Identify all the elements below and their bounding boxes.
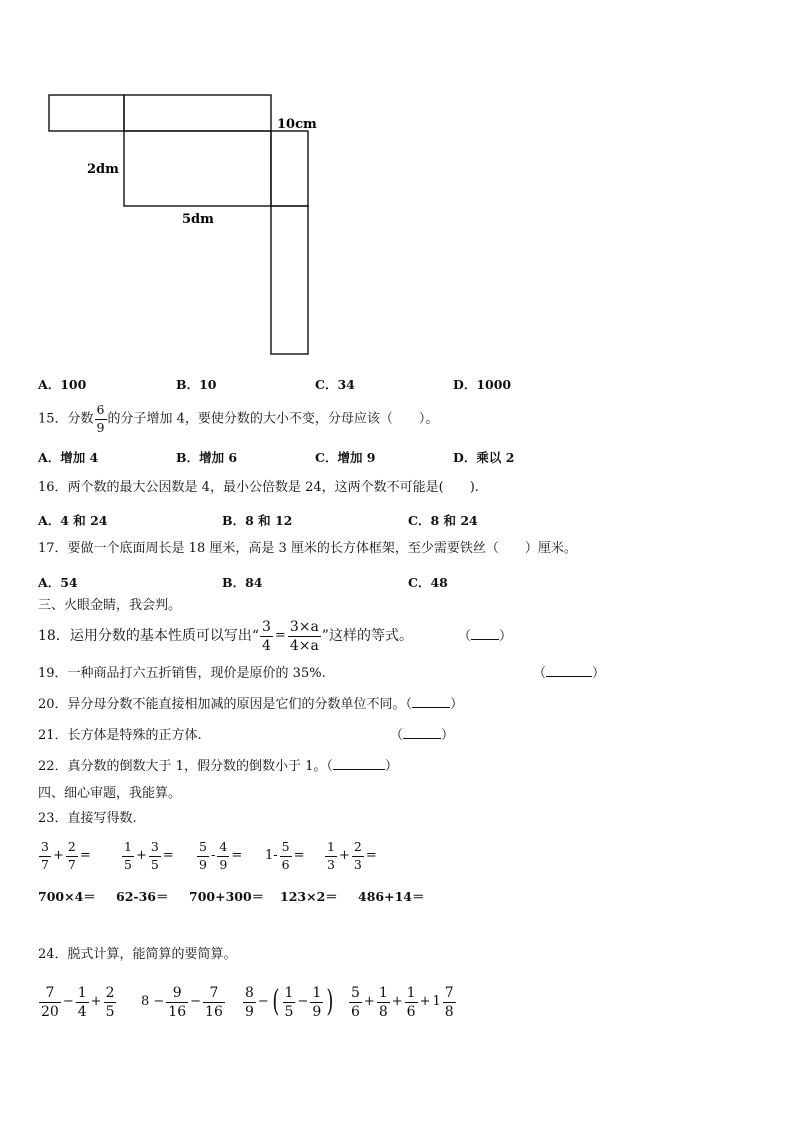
- q24-1-a-den: 20: [41, 1003, 59, 1020]
- q23-expr-3: [196, 836, 243, 877]
- q21-question: 21．长方体是特殊的正方体.: [38, 728, 202, 743]
- q24-4-d-num: 7: [444, 984, 454, 1001]
- q23-3-op: -: [210, 848, 216, 863]
- q18-left-fraction: [260, 620, 273, 653]
- q23-3-a-num: 5: [199, 839, 207, 854]
- q23-4-b-den: 6: [281, 856, 290, 872]
- q23-int-1: 700×4＝: [38, 889, 96, 904]
- q16-option-a[interactable]: A．4 和 24: [38, 513, 108, 528]
- q15-frac-den: 9: [96, 419, 105, 435]
- q24-3-c-num: 1: [312, 984, 322, 1001]
- q24-expr-2: [140, 980, 226, 1025]
- q23-1-op: +: [52, 848, 64, 863]
- q23-expr-1: [38, 836, 92, 877]
- q17-question: 17．要做一个底面周长是 18 厘米，高是 3 厘米的长方体框架，至少需要铁丝（ ）厘米。: [38, 541, 577, 556]
- q24-4-d-den: 8: [444, 1003, 454, 1020]
- q18-right-den: 4×a: [289, 637, 319, 654]
- q15-option-a[interactable]: A．增加 4: [38, 450, 99, 465]
- box-net-figure: [0, 0, 340, 360]
- q15-fraction: [95, 404, 107, 434]
- q19-answer-box[interactable]: [533, 666, 605, 682]
- q22-paren-open: （: [326, 759, 333, 774]
- q23-4-lead: 1-: [265, 848, 278, 863]
- q21-paren-open: （: [390, 728, 404, 743]
- q23-3-b-num: 4: [219, 839, 228, 854]
- q24-title: 24．脱式计算，能简算的要简算。: [38, 947, 237, 962]
- q24-2-lead: 8 −: [141, 994, 165, 1009]
- q23-1-a-num: 3: [41, 839, 49, 854]
- q14-option-a[interactable]: A．100: [38, 377, 87, 392]
- q16-question: 16．两个数的最大公因数是 4，最小公倍数是 24，这两个数不可能是( ).: [38, 480, 479, 495]
- net-side-rect: [271, 131, 308, 206]
- q21-paren-close: ）: [441, 728, 455, 743]
- q17-option-b[interactable]: B．84: [222, 575, 263, 590]
- q24-4-b-num: 1: [378, 984, 388, 1001]
- q23-3-a-den: 9: [199, 856, 207, 872]
- q24-2-b-den: 16: [205, 1003, 223, 1020]
- q24-4-c-den: 6: [406, 1003, 416, 1020]
- q15-option-d[interactable]: D．乘以 2: [453, 450, 515, 465]
- q24-4-op1: +: [363, 994, 375, 1009]
- q23-int-3: 700+300＝: [189, 889, 265, 904]
- q24-2-a-num: 9: [172, 984, 182, 1001]
- q18-right-num: 3×a: [289, 618, 319, 635]
- q23-5-a-den: 3: [327, 856, 335, 872]
- q24-1-b-num: 1: [77, 984, 87, 1001]
- q18-question: [38, 619, 413, 653]
- label-2dm: 2dm: [87, 162, 119, 177]
- net-bottom-rect: [271, 206, 308, 354]
- net-top-rect: [124, 95, 271, 131]
- q24-4-c-num: 1: [406, 984, 416, 1001]
- q15-frac-num: 6: [96, 402, 105, 417]
- q18-left-num: 3: [261, 618, 271, 635]
- q22-text: 22．真分数的倒数大于 1，假分数的倒数小于 1。: [38, 759, 327, 774]
- q24-4-a-num: 5: [351, 984, 360, 1001]
- q23-4-eq: =: [293, 848, 305, 863]
- q24-1-b-den: 4: [77, 1003, 87, 1020]
- q23-5-a-num: 1: [327, 839, 335, 854]
- q24-1-op1: −: [62, 994, 74, 1009]
- q23-2-a-num: 1: [124, 839, 132, 854]
- q23-expr-4: [264, 836, 306, 877]
- q23-4-b-num: 5: [281, 839, 290, 854]
- q23-2-op: +: [135, 848, 147, 863]
- q20-paren-open: （: [405, 697, 413, 712]
- q23-2-eq: =: [162, 848, 174, 863]
- q24-3-right-paren: ): [326, 984, 334, 1019]
- q23-5-b-den: 3: [353, 856, 362, 872]
- q23-title: 23．直接写得数.: [38, 811, 137, 826]
- q23-1-eq: =: [79, 848, 91, 863]
- q23-1-a-den: 7: [41, 856, 49, 872]
- q15-prefix: 15．分数: [38, 411, 94, 427]
- net-top-left-rect: [49, 95, 124, 131]
- q24-4-whole: 1: [432, 994, 441, 1009]
- q23-5-b-num: 2: [353, 839, 362, 854]
- q17-option-a[interactable]: A．54: [38, 575, 78, 590]
- q20-text: 20．异分母分数不能直接相加减的原因是它们的分数单位不同。: [38, 697, 406, 712]
- q24-3-op1: −: [257, 994, 269, 1009]
- q14-option-d[interactable]: D．1000: [453, 377, 512, 392]
- q20-paren-close: ）: [450, 697, 464, 712]
- q23-1-b-num: 2: [67, 839, 76, 854]
- q18-prefix: 18．运用分数的基本性质可以写出“: [38, 628, 259, 644]
- q24-1-c-den: 5: [105, 1003, 115, 1020]
- q15-option-b[interactable]: B．增加 6: [176, 450, 238, 465]
- q18-equals: =: [274, 628, 286, 643]
- section-4-heading: 四、细心审题，我能算。: [38, 786, 182, 801]
- q18-left-den: 4: [261, 637, 271, 654]
- q23-int-2: 62-36＝: [116, 889, 169, 904]
- q19-answer-blank[interactable]: [546, 676, 592, 677]
- q24-expr-1: [38, 980, 117, 1025]
- q19-question: 19．一种商品打六五折销售，现价是原价的 35%.: [38, 666, 326, 681]
- q24-4-op3: +: [419, 994, 431, 1009]
- label-10cm: 10cm: [277, 117, 317, 132]
- q23-2-a-den: 5: [124, 856, 132, 872]
- q15-suffix: 的分子增加 4，要使分数的大小不变，分母应该（ ）。: [107, 411, 439, 427]
- q24-3-a-num: 8: [245, 984, 254, 1001]
- q22-question: [38, 759, 398, 775]
- q24-expr-3: [242, 980, 336, 1025]
- q23-3-eq: =: [231, 848, 243, 863]
- q14-option-c[interactable]: C．34: [315, 377, 355, 392]
- q24-2-a-den: 16: [168, 1003, 187, 1020]
- q24-3-left-paren: (: [272, 984, 280, 1019]
- q15-option-c[interactable]: C．增加 9: [315, 450, 376, 465]
- q18-answer-box[interactable]: [458, 629, 512, 645]
- q17-option-c[interactable]: C．48: [408, 575, 448, 590]
- q15-question: [38, 404, 438, 435]
- q23-2-b-num: 3: [150, 839, 159, 854]
- label-5dm: 5dm: [182, 212, 214, 227]
- q21-answer-box[interactable]: [390, 728, 454, 744]
- q24-expr-4: [348, 980, 457, 1025]
- q20-question: [38, 697, 463, 713]
- q24-3-b-num: 1: [284, 984, 294, 1001]
- q18-suffix: ”这样的等式。: [321, 628, 413, 644]
- q24-4-op2: +: [391, 994, 403, 1009]
- section-3-heading: 三、火眼金睛，我会判。: [38, 598, 182, 613]
- q23-2-b-den: 5: [150, 856, 159, 872]
- q23-3-b-den: 9: [219, 856, 228, 872]
- q24-1-a-num: 7: [45, 984, 55, 1001]
- q24-4-b-den: 8: [378, 1003, 388, 1020]
- q22-paren-close: ）: [384, 759, 398, 774]
- q24-3-op2: −: [297, 994, 309, 1009]
- q23-expr-2: [121, 836, 175, 877]
- q16-option-b[interactable]: B．8 和 12: [222, 513, 293, 528]
- q19-paren-close: ）: [592, 666, 606, 681]
- q18-answer-blank[interactable]: [471, 639, 499, 640]
- q18-paren-close: ）: [499, 629, 513, 644]
- q24-2-op1: −: [190, 994, 202, 1009]
- q20-answer-blank[interactable]: [412, 707, 450, 708]
- q23-1-b-den: 7: [67, 856, 76, 872]
- q24-2-b-num: 7: [209, 984, 219, 1001]
- q24-4-a-den: 6: [351, 1003, 360, 1020]
- q23-int-4: 123×2＝: [280, 889, 338, 904]
- q24-1-c-num: 2: [105, 984, 115, 1001]
- q24-3-c-den: 9: [312, 1003, 322, 1020]
- q19-paren-open: （: [533, 666, 547, 681]
- q23-5-op: +: [338, 848, 350, 863]
- q18-paren-open: （: [458, 629, 472, 644]
- q22-answer-blank[interactable]: [333, 769, 385, 770]
- q24-1-op2: +: [90, 994, 102, 1009]
- q24-3-a-den: 9: [245, 1003, 254, 1020]
- q23-expr-5: [324, 836, 378, 877]
- q14-option-b[interactable]: B．10: [176, 377, 217, 392]
- q24-3-b-den: 5: [284, 1003, 294, 1020]
- q18-right-fraction: [288, 620, 321, 653]
- q23-5-eq: =: [365, 848, 377, 863]
- q21-answer-blank[interactable]: [403, 738, 441, 739]
- net-center-rect: [124, 131, 271, 206]
- q23-int-5: 486+14＝: [358, 889, 425, 904]
- q16-option-c[interactable]: C．8 和 24: [408, 513, 478, 528]
